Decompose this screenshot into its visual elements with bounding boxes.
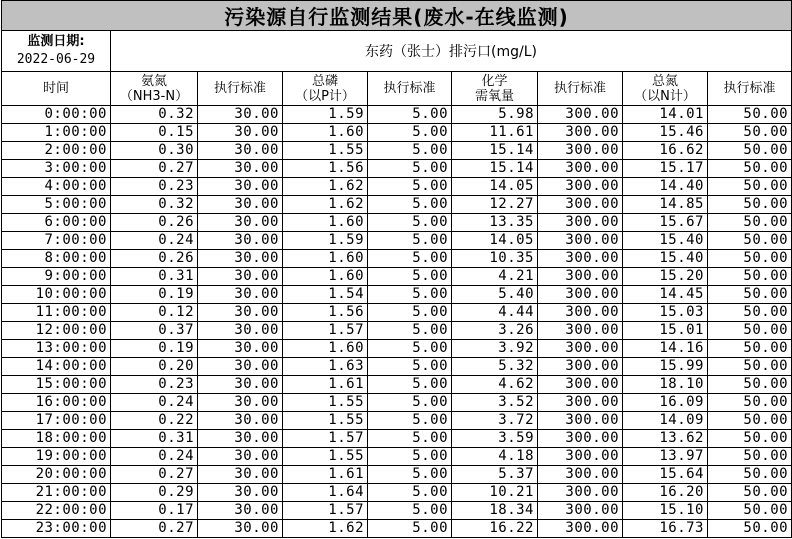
cell-tn_std: 50.00 xyxy=(708,250,792,268)
table-row xyxy=(2,196,792,214)
cell-tp: 1.60 xyxy=(283,268,368,286)
cell-nh3n: 0.23 xyxy=(111,178,198,196)
cell-nh3n_std: 30.00 xyxy=(198,232,283,250)
cell-cod: 3.72 xyxy=(452,412,538,430)
cell-tn_std: 50.00 xyxy=(708,376,792,394)
cell-nh3n: 0.24 xyxy=(111,232,198,250)
table-row xyxy=(2,520,792,538)
cell-cod_std: 300.00 xyxy=(538,178,623,196)
cell-tn_std: 50.00 xyxy=(708,142,792,160)
cell-nh3n: 0.23 xyxy=(111,376,198,394)
monitoring-date-cell xyxy=(2,31,111,72)
cell-tp: 1.60 xyxy=(283,340,368,358)
table-row xyxy=(2,430,792,448)
cell-nh3n_std: 30.00 xyxy=(198,124,283,142)
cell-tn: 14.40 xyxy=(623,178,708,196)
cell-nh3n_std: 30.00 xyxy=(198,448,283,466)
cell-tp: 1.63 xyxy=(283,358,368,376)
cell-tp_std: 5.00 xyxy=(368,124,452,142)
cell-time: 20:00:00 xyxy=(2,466,111,484)
cell-tn: 15.10 xyxy=(623,502,708,520)
cell-nh3n: 0.30 xyxy=(111,142,198,160)
cell-nh3n: 0.27 xyxy=(111,520,198,538)
cell-nh3n_std: 30.00 xyxy=(198,376,283,394)
cell-nh3n: 0.31 xyxy=(111,268,198,286)
cell-time: 21:00:00 xyxy=(2,484,111,502)
cell-tn_std: 50.00 xyxy=(708,286,792,304)
table-row xyxy=(2,232,792,250)
table-row xyxy=(2,394,792,412)
cell-cod_std: 300.00 xyxy=(538,160,623,178)
cell-cod_std: 300.00 xyxy=(538,448,623,466)
column-header-cod: 化学 需氧量 xyxy=(452,72,538,106)
cell-tn_std: 50.00 xyxy=(708,304,792,322)
cell-tp_std: 5.00 xyxy=(368,268,452,286)
cell-nh3n: 0.32 xyxy=(111,196,198,214)
cell-time: 11:00:00 xyxy=(2,304,111,322)
cell-cod_std: 300.00 xyxy=(538,286,623,304)
cell-tp_std: 5.00 xyxy=(368,502,452,520)
cell-cod: 3.92 xyxy=(452,340,538,358)
cell-cod_std: 300.00 xyxy=(538,232,623,250)
cell-nh3n: 0.17 xyxy=(111,502,198,520)
cell-cod_std: 300.00 xyxy=(538,466,623,484)
cell-nh3n_std: 30.00 xyxy=(198,214,283,232)
cell-time: 5:00:00 xyxy=(2,196,111,214)
cell-nh3n_std: 30.00 xyxy=(198,430,283,448)
table-row xyxy=(2,214,792,232)
cell-tp: 1.57 xyxy=(283,502,368,520)
cell-nh3n_std: 30.00 xyxy=(198,412,283,430)
cell-tn: 15.17 xyxy=(623,160,708,178)
monitoring-date-label: 监测日期: xyxy=(27,34,85,49)
cell-tp_std: 5.00 xyxy=(368,448,452,466)
table-row xyxy=(2,484,792,502)
cell-nh3n: 0.31 xyxy=(111,430,198,448)
cell-tn_std: 50.00 xyxy=(708,268,792,286)
cell-cod_std: 300.00 xyxy=(538,376,623,394)
table-row xyxy=(2,268,792,286)
cell-cod: 14.05 xyxy=(452,178,538,196)
cell-tn_std: 50.00 xyxy=(708,448,792,466)
cell-tp_std: 5.00 xyxy=(368,214,452,232)
cell-time: 14:00:00 xyxy=(2,358,111,376)
cell-tp_std: 5.00 xyxy=(368,376,452,394)
cell-tp: 1.55 xyxy=(283,448,368,466)
cell-cod: 10.21 xyxy=(452,484,538,502)
cell-tp: 1.61 xyxy=(283,466,368,484)
cell-nh3n_std: 30.00 xyxy=(198,340,283,358)
cell-cod_std: 300.00 xyxy=(538,142,623,160)
cell-cod: 16.22 xyxy=(452,520,538,538)
table-row xyxy=(2,322,792,340)
cell-tn: 13.97 xyxy=(623,448,708,466)
cell-tn_std: 50.00 xyxy=(708,430,792,448)
cell-tn: 15.03 xyxy=(623,304,708,322)
cell-tp: 1.57 xyxy=(283,322,368,340)
cell-nh3n_std: 30.00 xyxy=(198,250,283,268)
cell-cod: 12.27 xyxy=(452,196,538,214)
cell-time: 6:00:00 xyxy=(2,214,111,232)
table-row xyxy=(2,106,792,124)
cell-cod: 5.32 xyxy=(452,358,538,376)
cell-tn: 15.40 xyxy=(623,232,708,250)
cell-tn: 15.01 xyxy=(623,322,708,340)
table-row xyxy=(2,466,792,484)
cell-time: 4:00:00 xyxy=(2,178,111,196)
cell-time: 23:00:00 xyxy=(2,520,111,538)
cell-tp_std: 5.00 xyxy=(368,412,452,430)
cell-tn_std: 50.00 xyxy=(708,358,792,376)
cell-tp_std: 5.00 xyxy=(368,358,452,376)
cell-tn_std: 50.00 xyxy=(708,322,792,340)
cell-tp_std: 5.00 xyxy=(368,520,452,538)
cell-cod_std: 300.00 xyxy=(538,520,623,538)
table-row xyxy=(2,448,792,466)
cell-tp: 1.55 xyxy=(283,412,368,430)
cell-cod: 4.62 xyxy=(452,376,538,394)
column-header-time: 时间 xyxy=(2,72,111,106)
cell-time: 2:00:00 xyxy=(2,142,111,160)
table-row xyxy=(2,358,792,376)
cell-cod: 15.14 xyxy=(452,160,538,178)
cell-nh3n_std: 30.00 xyxy=(198,286,283,304)
cell-tn_std: 50.00 xyxy=(708,412,792,430)
table-row xyxy=(2,142,792,160)
cell-nh3n_std: 30.00 xyxy=(198,106,283,124)
cell-tp: 1.61 xyxy=(283,376,368,394)
table-row xyxy=(2,160,792,178)
cell-tn_std: 50.00 xyxy=(708,124,792,142)
cell-nh3n: 0.27 xyxy=(111,466,198,484)
cell-cod_std: 300.00 xyxy=(538,322,623,340)
outlet-name: 东药（张士）排污口(mg/L) xyxy=(111,31,792,72)
cell-nh3n: 0.29 xyxy=(111,484,198,502)
cell-nh3n_std: 30.00 xyxy=(198,196,283,214)
cell-tp: 1.54 xyxy=(283,286,368,304)
cell-cod_std: 300.00 xyxy=(538,124,623,142)
cell-tn: 14.45 xyxy=(623,286,708,304)
cell-cod: 5.40 xyxy=(452,286,538,304)
cell-nh3n_std: 30.00 xyxy=(198,160,283,178)
cell-cod_std: 300.00 xyxy=(538,484,623,502)
cell-time: 0:00:00 xyxy=(2,106,111,124)
cell-cod_std: 300.00 xyxy=(538,196,623,214)
cell-nh3n: 0.37 xyxy=(111,322,198,340)
cell-tp: 1.59 xyxy=(283,106,368,124)
cell-tn_std: 50.00 xyxy=(708,160,792,178)
cell-tp: 1.57 xyxy=(283,430,368,448)
cell-tn: 15.67 xyxy=(623,214,708,232)
cell-time: 19:00:00 xyxy=(2,448,111,466)
table-row xyxy=(2,304,792,322)
cell-tn_std: 50.00 xyxy=(708,466,792,484)
cell-tp: 1.62 xyxy=(283,196,368,214)
column-header-row xyxy=(2,72,792,106)
cell-nh3n_std: 30.00 xyxy=(198,520,283,538)
cell-cod: 13.35 xyxy=(452,214,538,232)
cell-cod_std: 300.00 xyxy=(538,340,623,358)
cell-tn: 14.09 xyxy=(623,412,708,430)
cell-cod: 10.35 xyxy=(452,250,538,268)
cell-time: 9:00:00 xyxy=(2,268,111,286)
cell-tp_std: 5.00 xyxy=(368,322,452,340)
cell-tp: 1.60 xyxy=(283,250,368,268)
cell-time: 17:00:00 xyxy=(2,412,111,430)
cell-cod: 4.44 xyxy=(452,304,538,322)
cell-tn: 16.62 xyxy=(623,142,708,160)
cell-tn_std: 50.00 xyxy=(708,340,792,358)
column-header-tn_std: 执行标准 xyxy=(708,72,792,106)
cell-tn_std: 50.00 xyxy=(708,232,792,250)
cell-tp_std: 5.00 xyxy=(368,466,452,484)
cell-nh3n: 0.12 xyxy=(111,304,198,322)
cell-tp: 1.55 xyxy=(283,394,368,412)
table-row xyxy=(2,250,792,268)
monitoring-table xyxy=(1,0,792,538)
cell-time: 16:00:00 xyxy=(2,394,111,412)
cell-cod: 18.34 xyxy=(452,502,538,520)
cell-tp: 1.59 xyxy=(283,232,368,250)
cell-tn: 13.62 xyxy=(623,430,708,448)
cell-tn_std: 50.00 xyxy=(708,502,792,520)
cell-tp: 1.62 xyxy=(283,520,368,538)
column-header-cod_std: 执行标准 xyxy=(538,72,623,106)
cell-nh3n_std: 30.00 xyxy=(198,142,283,160)
cell-cod: 3.52 xyxy=(452,394,538,412)
cell-time: 22:00:00 xyxy=(2,502,111,520)
cell-time: 15:00:00 xyxy=(2,376,111,394)
cell-cod: 4.21 xyxy=(452,268,538,286)
table-row xyxy=(2,286,792,304)
column-header-nh3n_std: 执行标准 xyxy=(198,72,283,106)
cell-nh3n: 0.24 xyxy=(111,394,198,412)
cell-nh3n: 0.26 xyxy=(111,214,198,232)
cell-tn_std: 50.00 xyxy=(708,484,792,502)
cell-cod: 5.37 xyxy=(452,466,538,484)
cell-tn_std: 50.00 xyxy=(708,178,792,196)
cell-cod_std: 300.00 xyxy=(538,268,623,286)
cell-time: 3:00:00 xyxy=(2,160,111,178)
cell-tn_std: 50.00 xyxy=(708,214,792,232)
cell-time: 10:00:00 xyxy=(2,286,111,304)
cell-nh3n: 0.15 xyxy=(111,124,198,142)
cell-nh3n_std: 30.00 xyxy=(198,322,283,340)
cell-tp_std: 5.00 xyxy=(368,160,452,178)
cell-cod_std: 300.00 xyxy=(538,412,623,430)
cell-time: 13:00:00 xyxy=(2,340,111,358)
cell-tp: 1.56 xyxy=(283,160,368,178)
cell-tn: 16.73 xyxy=(623,520,708,538)
cell-nh3n_std: 30.00 xyxy=(198,502,283,520)
table-row xyxy=(2,412,792,430)
cell-tp: 1.56 xyxy=(283,304,368,322)
cell-tn: 14.85 xyxy=(623,196,708,214)
cell-nh3n: 0.27 xyxy=(111,160,198,178)
cell-tn: 15.99 xyxy=(623,358,708,376)
cell-cod: 11.61 xyxy=(452,124,538,142)
cell-cod_std: 300.00 xyxy=(538,214,623,232)
cell-nh3n_std: 30.00 xyxy=(198,466,283,484)
cell-nh3n_std: 30.00 xyxy=(198,358,283,376)
cell-tp: 1.64 xyxy=(283,484,368,502)
cell-tp_std: 5.00 xyxy=(368,232,452,250)
cell-time: 12:00:00 xyxy=(2,322,111,340)
cell-tp_std: 5.00 xyxy=(368,430,452,448)
cell-nh3n_std: 30.00 xyxy=(198,268,283,286)
cell-nh3n: 0.20 xyxy=(111,358,198,376)
cell-tp_std: 5.00 xyxy=(368,484,452,502)
cell-nh3n_std: 30.00 xyxy=(198,484,283,502)
cell-cod: 14.05 xyxy=(452,232,538,250)
cell-tp_std: 5.00 xyxy=(368,340,452,358)
cell-nh3n: 0.22 xyxy=(111,412,198,430)
column-header-tp: 总磷 （以P计） xyxy=(283,72,368,106)
cell-tn: 16.20 xyxy=(623,484,708,502)
cell-cod: 5.98 xyxy=(452,106,538,124)
table-row xyxy=(2,340,792,358)
cell-nh3n: 0.19 xyxy=(111,286,198,304)
cell-tn: 15.64 xyxy=(623,466,708,484)
cell-cod: 3.59 xyxy=(452,430,538,448)
table-row xyxy=(2,502,792,520)
cell-tp: 1.55 xyxy=(283,142,368,160)
cell-cod_std: 300.00 xyxy=(538,304,623,322)
cell-tp_std: 5.00 xyxy=(368,142,452,160)
cell-nh3n_std: 30.00 xyxy=(198,178,283,196)
cell-tn: 15.40 xyxy=(623,250,708,268)
cell-cod_std: 300.00 xyxy=(538,106,623,124)
cell-nh3n_std: 30.00 xyxy=(198,394,283,412)
table-row xyxy=(2,124,792,142)
cell-cod: 15.14 xyxy=(452,142,538,160)
cell-tp_std: 5.00 xyxy=(368,286,452,304)
cell-nh3n: 0.32 xyxy=(111,106,198,124)
cell-nh3n: 0.24 xyxy=(111,448,198,466)
cell-cod: 3.26 xyxy=(452,322,538,340)
cell-tp_std: 5.00 xyxy=(368,178,452,196)
cell-nh3n: 0.19 xyxy=(111,340,198,358)
column-header-tn: 总氮 （以N计） xyxy=(623,72,708,106)
cell-nh3n_std: 30.00 xyxy=(198,304,283,322)
cell-tp_std: 5.00 xyxy=(368,196,452,214)
cell-tp_std: 5.00 xyxy=(368,250,452,268)
cell-tn: 15.46 xyxy=(623,124,708,142)
table-row xyxy=(2,376,792,394)
cell-tn_std: 50.00 xyxy=(708,106,792,124)
cell-tp: 1.62 xyxy=(283,178,368,196)
cell-tp: 1.60 xyxy=(283,214,368,232)
cell-tn_std: 50.00 xyxy=(708,520,792,538)
cell-time: 8:00:00 xyxy=(2,250,111,268)
cell-tn: 14.16 xyxy=(623,340,708,358)
cell-time: 7:00:00 xyxy=(2,232,111,250)
cell-time: 18:00:00 xyxy=(2,430,111,448)
cell-nh3n: 0.26 xyxy=(111,250,198,268)
cell-tp: 1.60 xyxy=(283,124,368,142)
table-row xyxy=(2,178,792,196)
column-header-nh3n: 氨氮 （NH3-N） xyxy=(111,72,198,106)
cell-cod_std: 300.00 xyxy=(538,358,623,376)
cell-tn_std: 50.00 xyxy=(708,196,792,214)
report-title: 污染源自行监测结果(废水-在线监测) xyxy=(2,1,792,31)
cell-cod_std: 300.00 xyxy=(538,394,623,412)
cell-tn: 18.10 xyxy=(623,376,708,394)
cell-tp_std: 5.00 xyxy=(368,394,452,412)
cell-time: 1:00:00 xyxy=(2,124,111,142)
cell-cod_std: 300.00 xyxy=(538,430,623,448)
cell-tn: 14.01 xyxy=(623,106,708,124)
monitoring-date-value: 2022-06-29 xyxy=(16,52,96,67)
cell-tp_std: 5.00 xyxy=(368,304,452,322)
cell-tp_std: 5.00 xyxy=(368,106,452,124)
cell-tn: 15.20 xyxy=(623,268,708,286)
cell-cod_std: 300.00 xyxy=(538,250,623,268)
cell-tn: 16.09 xyxy=(623,394,708,412)
cell-cod: 4.18 xyxy=(452,448,538,466)
column-header-tp_std: 执行标准 xyxy=(368,72,452,106)
cell-cod_std: 300.00 xyxy=(538,502,623,520)
cell-tn_std: 50.00 xyxy=(708,394,792,412)
